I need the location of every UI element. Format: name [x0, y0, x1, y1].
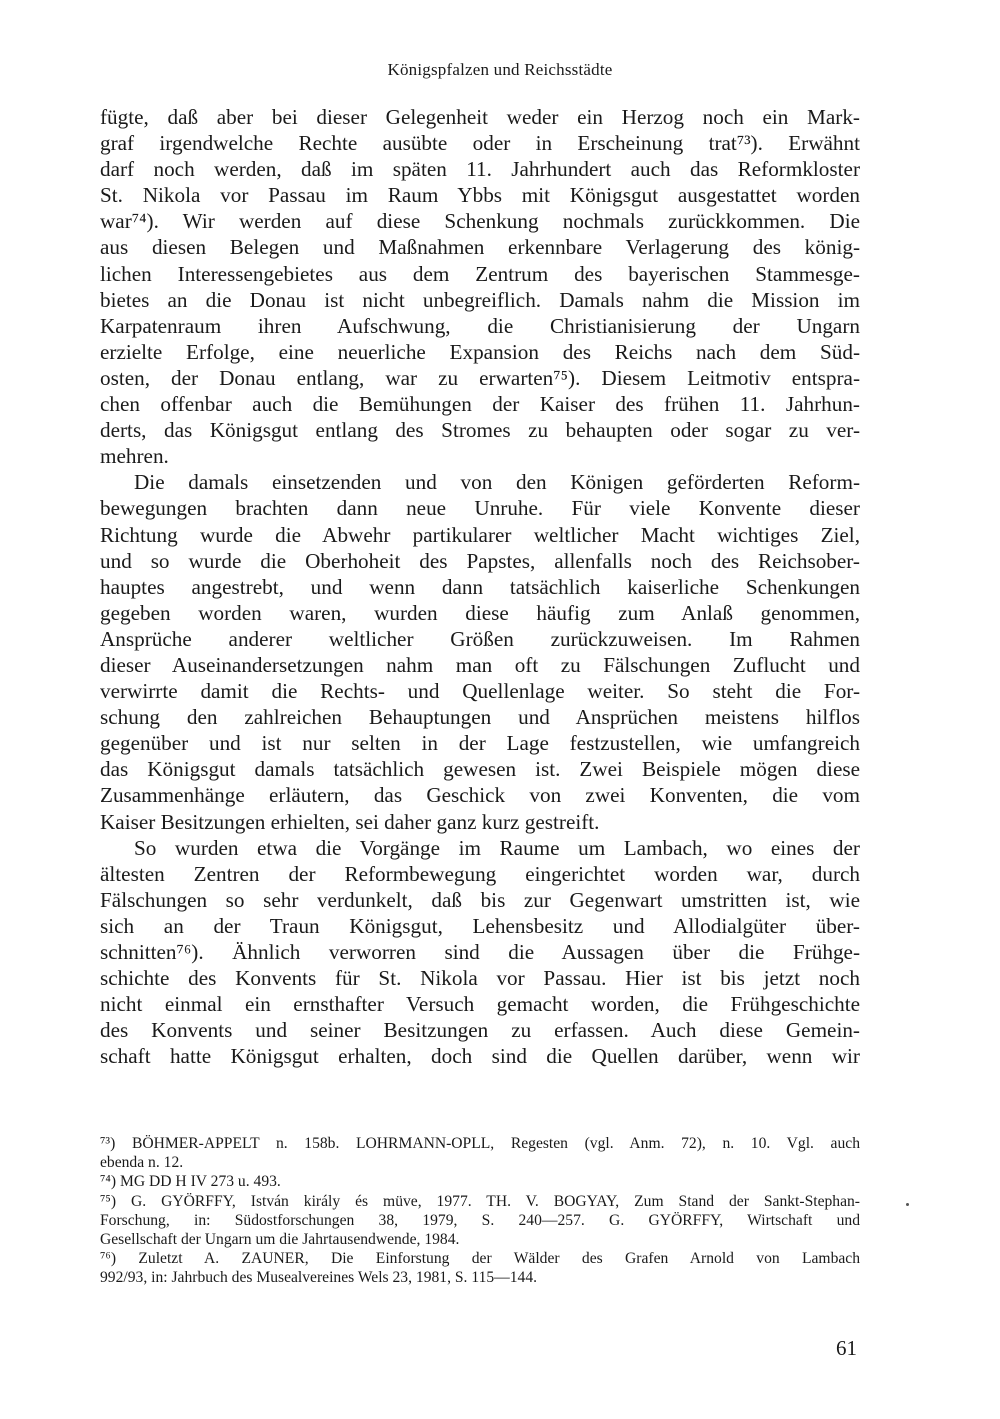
footnote-75 — [100, 1192, 860, 1250]
text-line: darf noch werden, daß im späten 11. Jahrhundert auch das Reformkloster — [100, 157, 860, 182]
text-line: mehren. — [100, 444, 169, 469]
footnote-76 — [100, 1249, 860, 1287]
text-line: chen offenbar auch die Bemühungen der Kaiser des frühen 11. Jahrhun- — [100, 392, 860, 417]
text-line: Kaiser Besitzungen erhielten, sei daher ganz kurz gestreift. — [100, 809, 600, 834]
text-line: gegenüber und ist nur selten in der Lage festzustellen, wie umfangreich — [100, 731, 860, 756]
footnote-line: ebenda n. 12. — [100, 1154, 184, 1172]
text-line: dieser Auseinandersetzungen nahm man oft zu Fälschungen Zuflucht und — [100, 652, 860, 677]
text-line: schung den zahlreichen Behauptungen und Ansprüchen meistens hilflos — [100, 705, 860, 730]
paragraph-2 — [100, 469, 860, 834]
text-line: nicht einmal ein ernsthafter Versuch gemacht worden, die Frühgeschichte — [100, 992, 860, 1017]
text-line: aus diesen Belegen und Maßnahmen erkennbare Verlagerung des könig- — [100, 235, 860, 260]
text-line: fügte, daß aber bei dieser Gelegenheit weder ein Herzog noch ein Mark- — [100, 105, 860, 129]
text-line: lichen Interessengebietes aus dem Zentrum des bayerischen Stammesge- — [100, 261, 860, 286]
footnote-line: ⁷³) BÖHMER-APPELT n. 158b. LOHRMANN-OPLL, Regesten (vgl. Anm. 72), n. 10. Vgl. auch — [100, 1135, 860, 1152]
text-line: osten, der Donau entlang, war zu erwarten⁷⁵). Diesem Leitmotiv entspra- — [100, 365, 860, 390]
text-line: Die damals einsetzenden und von den Königen geförderten Reform- — [134, 470, 860, 495]
text-line: hauptes angestrebt, und wenn dann tatsächlich kaiserliche Schenkungen — [100, 574, 860, 599]
text-line: St. Nikola vor Passau im Raum Ybbs mit Königsgut ausgestattet worden — [100, 183, 860, 208]
footnote-74 — [100, 1172, 860, 1191]
paragraph-3 — [100, 835, 860, 1070]
page-number: 61 — [836, 1336, 857, 1360]
text-line: gegeben worden waren, wurden diese häufig zum Anlaß genommen, — [100, 600, 860, 625]
text-line: bewegungen brachten dann neue Unruhe. Für viele Konvente dieser — [100, 496, 860, 521]
paragraph-1 — [100, 104, 860, 469]
text-line: war⁷⁴). Wir werden auf diese Schenkung nochmals zurückkommen. Die — [100, 209, 860, 234]
footnote-line: ⁷⁴) MG DD H IV 273 u. 493. — [100, 1173, 281, 1191]
text-line: erzielte Erfolge, eine neuerliche Expansion des Reichs nach dem Süd- — [100, 339, 860, 364]
footnote-line: 992/93, in: Jahrbuch des Musealvereines Wels 23, 1981, S. 115—144. — [100, 1269, 538, 1287]
text-line: Zusammenhänge erläutern, das Geschick von zwei Konventen, die vom — [100, 783, 860, 808]
text-line: und so wurde die Oberhoheit des Papstes, allenfalls noch des Reichsober- — [100, 548, 860, 573]
running-head: Königspfalzen und Reichsstädte — [387, 60, 613, 79]
footnote-line: ⁷⁶) Zuletzt A. ZAUNER, Die Einforstung der Wälder des Grafen Arnold von Lambach — [100, 1250, 860, 1268]
text-line: schnitten⁷⁶). Ähnlich verworren sind die Aussagen über die Frühge- — [100, 940, 860, 964]
footnote-line: Forschung, in: Südostforschungen 38, 1979, S. 240—257. G. GYÖRFFY, Wirtschaft und — [100, 1211, 860, 1229]
text-line: derts, das Königsgut entlang des Stromes zu behaupten oder sogar zu ver- — [100, 418, 860, 443]
footnote-line: ⁷⁵) G. GYÖRFFY, István király és müve, 1977. TH. V. BOGYAY, Zum Stand der Sankt-Stephan- — [100, 1192, 860, 1210]
text-line: Richtung wurde die Abwehr partikularer weltlicher Macht wichtiges Ziel, — [100, 522, 860, 547]
text-line: das Königsgut damals tatsächlich gewesen ist. Zwei Beispiele mögen diese — [100, 757, 860, 782]
footnotes — [100, 1134, 860, 1288]
text-line: graf irgendwelche Rechte ausübte oder in Erscheinung trat⁷³). Erwähnt — [100, 131, 860, 156]
footnote-73 — [100, 1134, 860, 1172]
text-line: Karpatenraum ihren Aufschwung, die Christianisierung der Ungarn — [100, 313, 860, 338]
text-line: sich an der Traun Königsgut, Lehensbesitz und Allodialgüter über- — [100, 913, 860, 938]
text-line: bietes an die Donau ist nicht unbegreiflich. Damals nahm die Mission im — [100, 287, 860, 312]
text-line: schaft hatte Königsgut erhalten, doch sind die Quellen darüber, wenn wir — [100, 1044, 860, 1069]
print-speck — [906, 1203, 909, 1206]
text-line: Fälschungen so sehr verdunkelt, daß bis zur Gegenwart umstritten ist, wie — [100, 887, 860, 912]
body-text — [100, 104, 860, 1069]
text-line: ältesten Zentren der Reformbewegung eingerichtet worden war, durch — [100, 861, 860, 886]
text-line: des Konvents und seiner Besitzungen zu erfassen. Auch diese Gemein- — [100, 1018, 860, 1043]
text-line: schichte des Konvents für St. Nikola vor Passau. Hier ist bis jetzt noch — [100, 966, 860, 991]
text-line: verwirrte damit die Rechts- und Quellenlage weiter. So steht die For- — [100, 679, 860, 704]
text-line: So wurden etwa die Vorgänge im Raume um Lambach, wo eines der — [134, 835, 860, 860]
text-line: Ansprüche anderer weltlicher Größen zurückzuweisen. Im Rahmen — [100, 626, 860, 651]
footnote-line: Gesellschaft der Ungarn um die Jahrtausendwende, 1984. — [100, 1230, 460, 1248]
